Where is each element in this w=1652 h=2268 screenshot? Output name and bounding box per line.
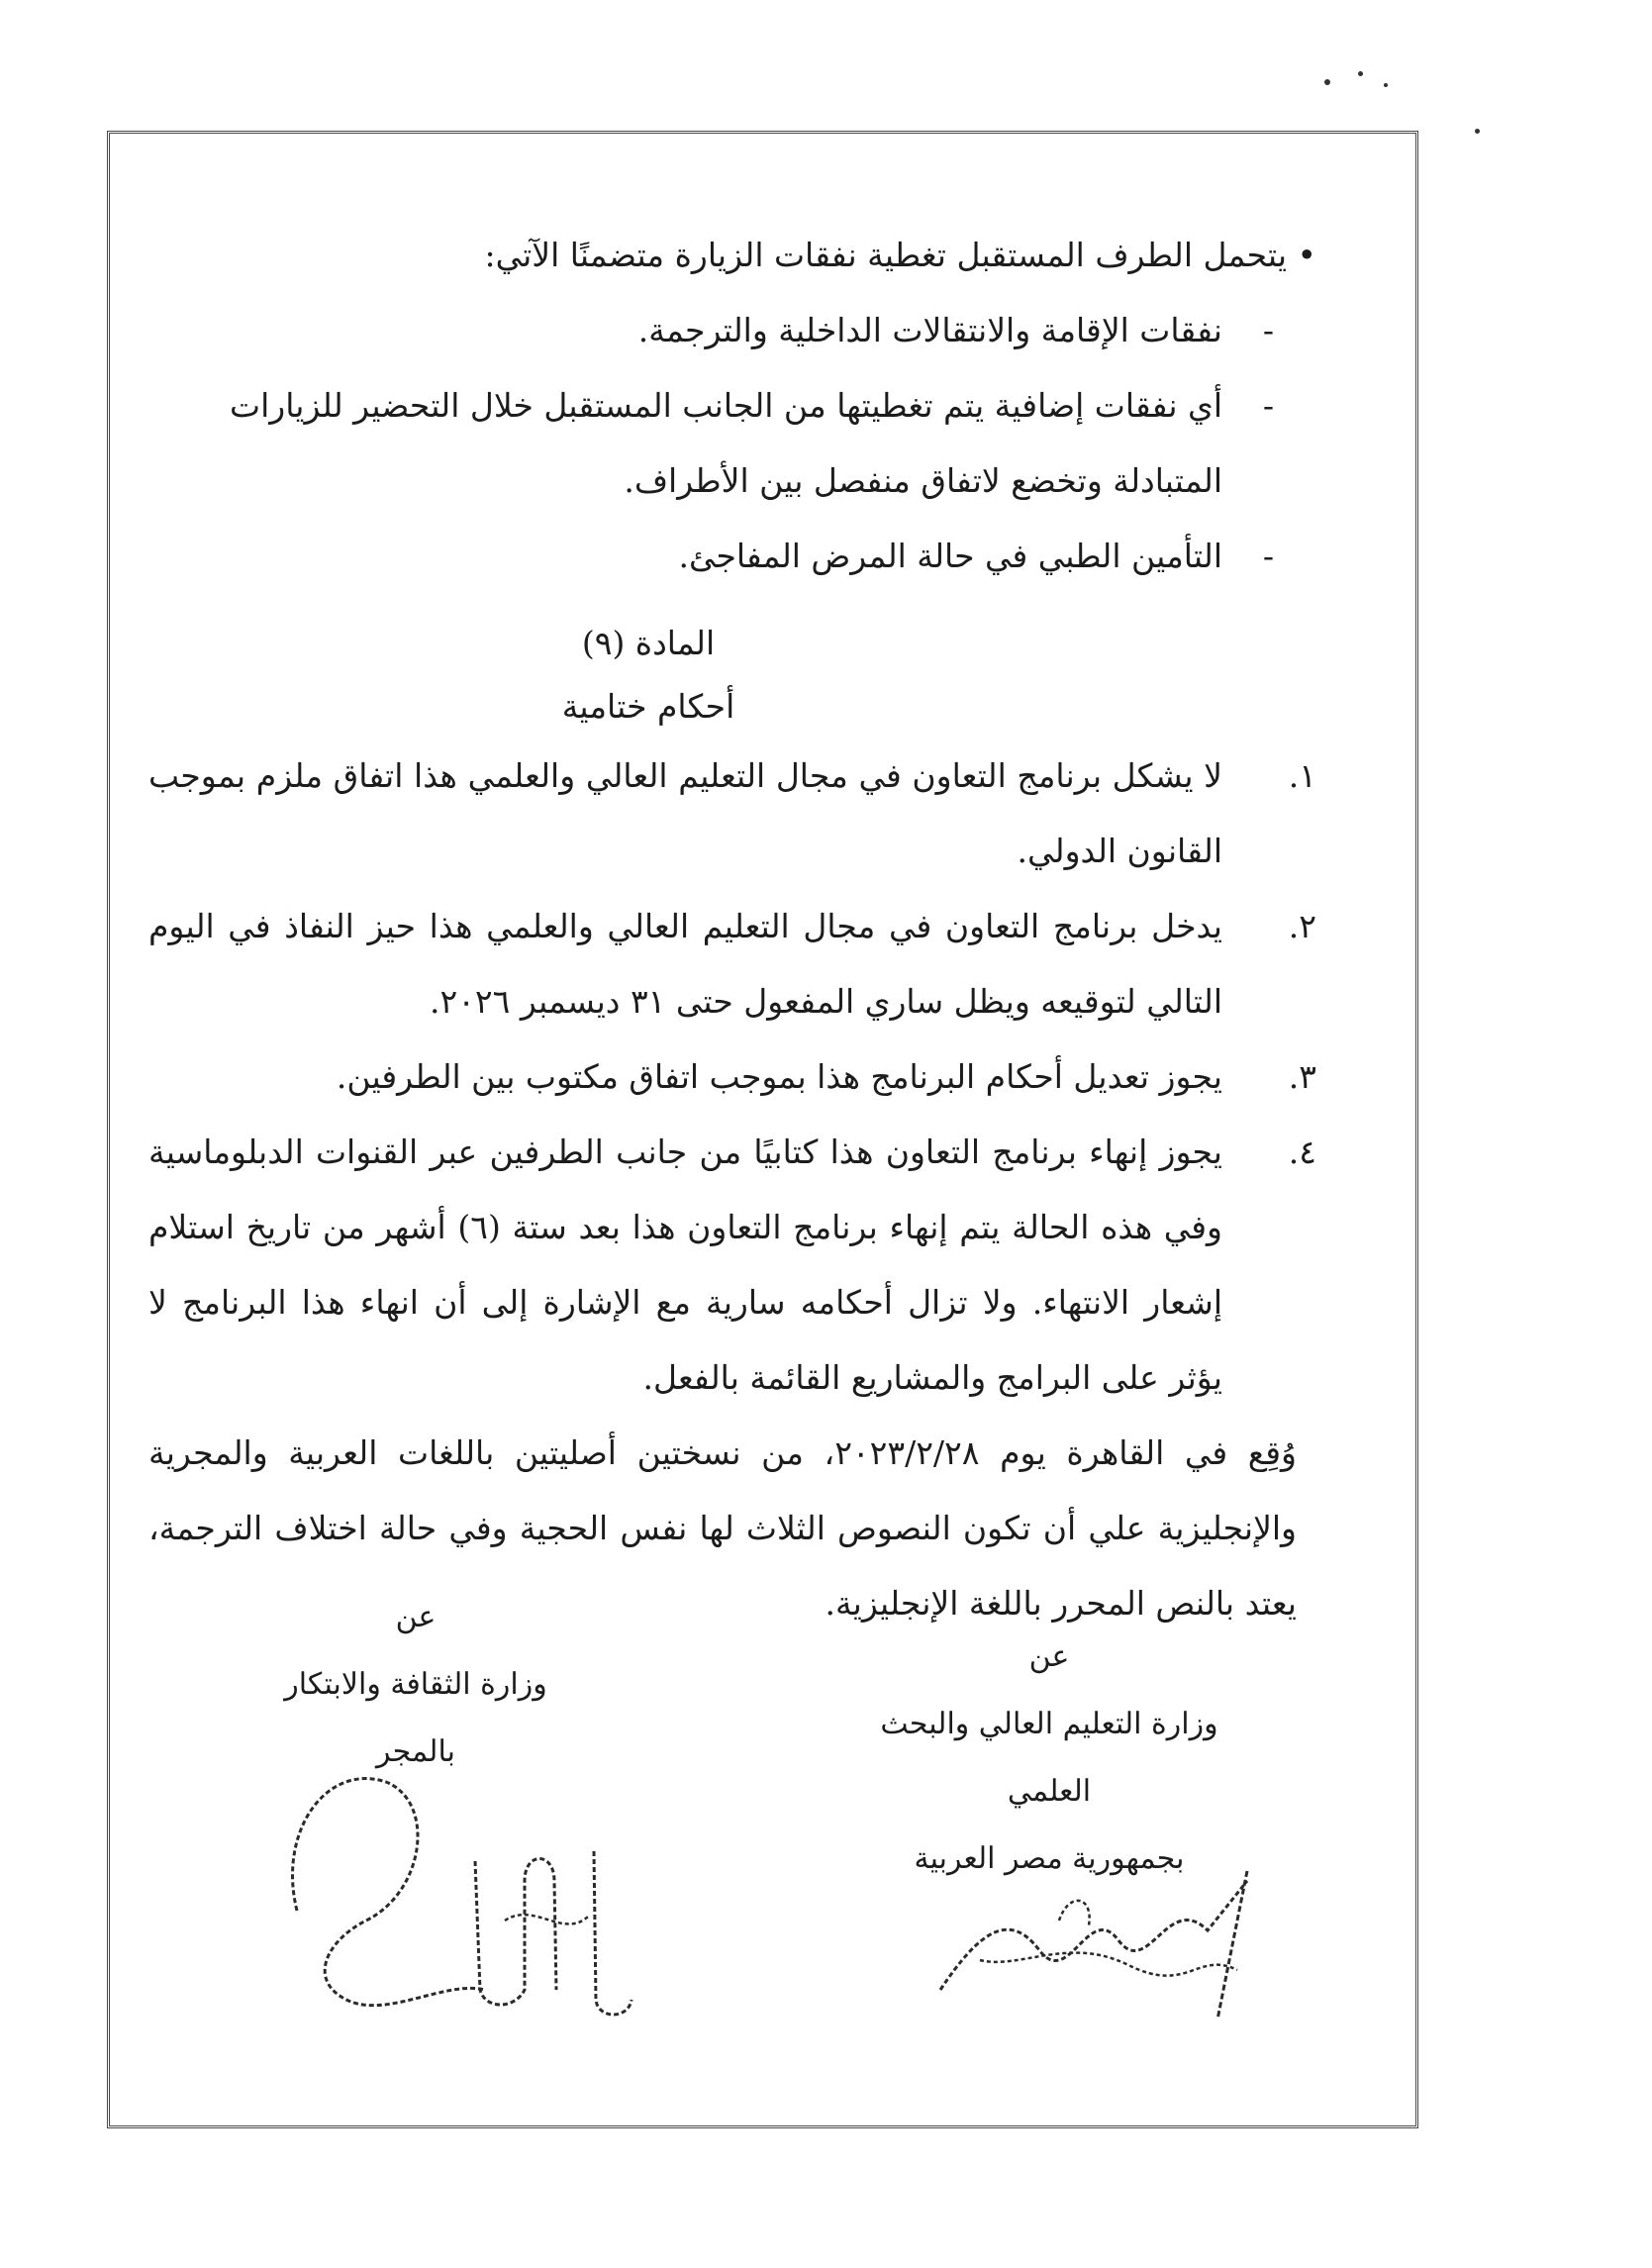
on-behalf-label: عن [395, 1600, 437, 1634]
expense-continuation: المتبادلة وتخضع لاتفاق منفصل بين الأطراف. [624, 461, 1222, 500]
provision-item [148, 1115, 1316, 1416]
provision-number: ٢. [1288, 907, 1316, 945]
expense-item [148, 368, 1274, 444]
intro-line: • يتحمل الطرف المستقبل تغطية نفقات الزيارة متضمنًا الآتي: [484, 236, 1316, 274]
dash-marker: - [1262, 537, 1274, 575]
expense-text: أي نفقات إضافية يتم تغطيتها من الجانب المستقبل خلال التحضير للزيارات [230, 386, 1222, 425]
dash-marker: - [1262, 311, 1274, 349]
provision-number: ٣. [1288, 1057, 1316, 1096]
expense-text: نفقات الإقامة والانتقالات الداخلية والترجمة. [637, 311, 1222, 349]
country-name: بالمجر [376, 1734, 455, 1769]
scan-speck [1475, 129, 1480, 134]
on-behalf-label: عن [1028, 1639, 1070, 1674]
article-title: أحكام ختامية [561, 687, 735, 726]
scan-speck [1324, 79, 1330, 85]
provision-item [148, 739, 1316, 889]
provision-text: يدخل برنامج التعاون في مجال التعليم العالي والعلمي هذا حيز النفاذ في اليوم التالي لتوقيعه ويظل ساري المفعول حتى ٣١ ديسمبر ٢٠٢٦. [148, 907, 1222, 1021]
provision-number: ١. [1288, 756, 1316, 795]
expense-item [148, 519, 1274, 594]
provision-item [148, 1039, 1316, 1115]
signature-hungary [238, 1742, 653, 2039]
provision-text: يجوز إنهاء برنامج التعاون هذا كتابيًا من جانب الطرفين عبر القنوات الدبلوماسية وفي هذه الحالة يتم إنهاء برنامج التعاون هذا بعد ستة (٦) أشهر من تاريخ استلام إشعار الانتهاء. ولا تزال أحكامه سارية مع الإشارة إلى أن انهاء هذا البرنامج لا يؤثر على البرامج والمشاريع القائمة بالفعل. [148, 1133, 1222, 1397]
ministry-name: وزارة الثقافة والابتكار [284, 1667, 547, 1702]
signing-statement: وُقِع في القاهرة يوم ٢٠٢٣/٢/٢٨، من نسختين أصليتين باللغات العربية والمجرية والإنجليزية علي أن تكون النصوص الثلاث لها نفس الحجية وفي حالة اختلاف الترجمة، يعتد بالنص المحرر باللغة الإنجليزية. [148, 1433, 1297, 1623]
scan-speck [1358, 71, 1363, 76]
signature-egypt [921, 1841, 1277, 2039]
expense-text: التأمين الطبي في حالة المرض المفاجئ. [678, 537, 1222, 575]
provision-text: يجوز تعديل أحكام البرنامج هذا بموجب اتفاق مكتوب بين الطرفين. [336, 1057, 1222, 1096]
article-number: المادة (٩) [581, 624, 716, 662]
country-name: بجمهورية مصر العربية [914, 1841, 1185, 1876]
document-body [148, 218, 1316, 1641]
expense-item [148, 293, 1274, 368]
dash-marker: - [1262, 386, 1274, 425]
provision-item [148, 889, 1316, 1039]
provision-number: ٤. [1288, 1133, 1316, 1171]
signature-section [148, 1584, 1316, 2099]
ministry-name: وزارة التعليم العالي والبحث العلمي [880, 1707, 1218, 1809]
provision-text: لا يشكل برنامج التعاون في مجال التعليم العالي والعلمي هذا اتفاق ملزم بموجب القانون الدولي. [148, 756, 1222, 870]
scan-speck [1384, 83, 1388, 87]
